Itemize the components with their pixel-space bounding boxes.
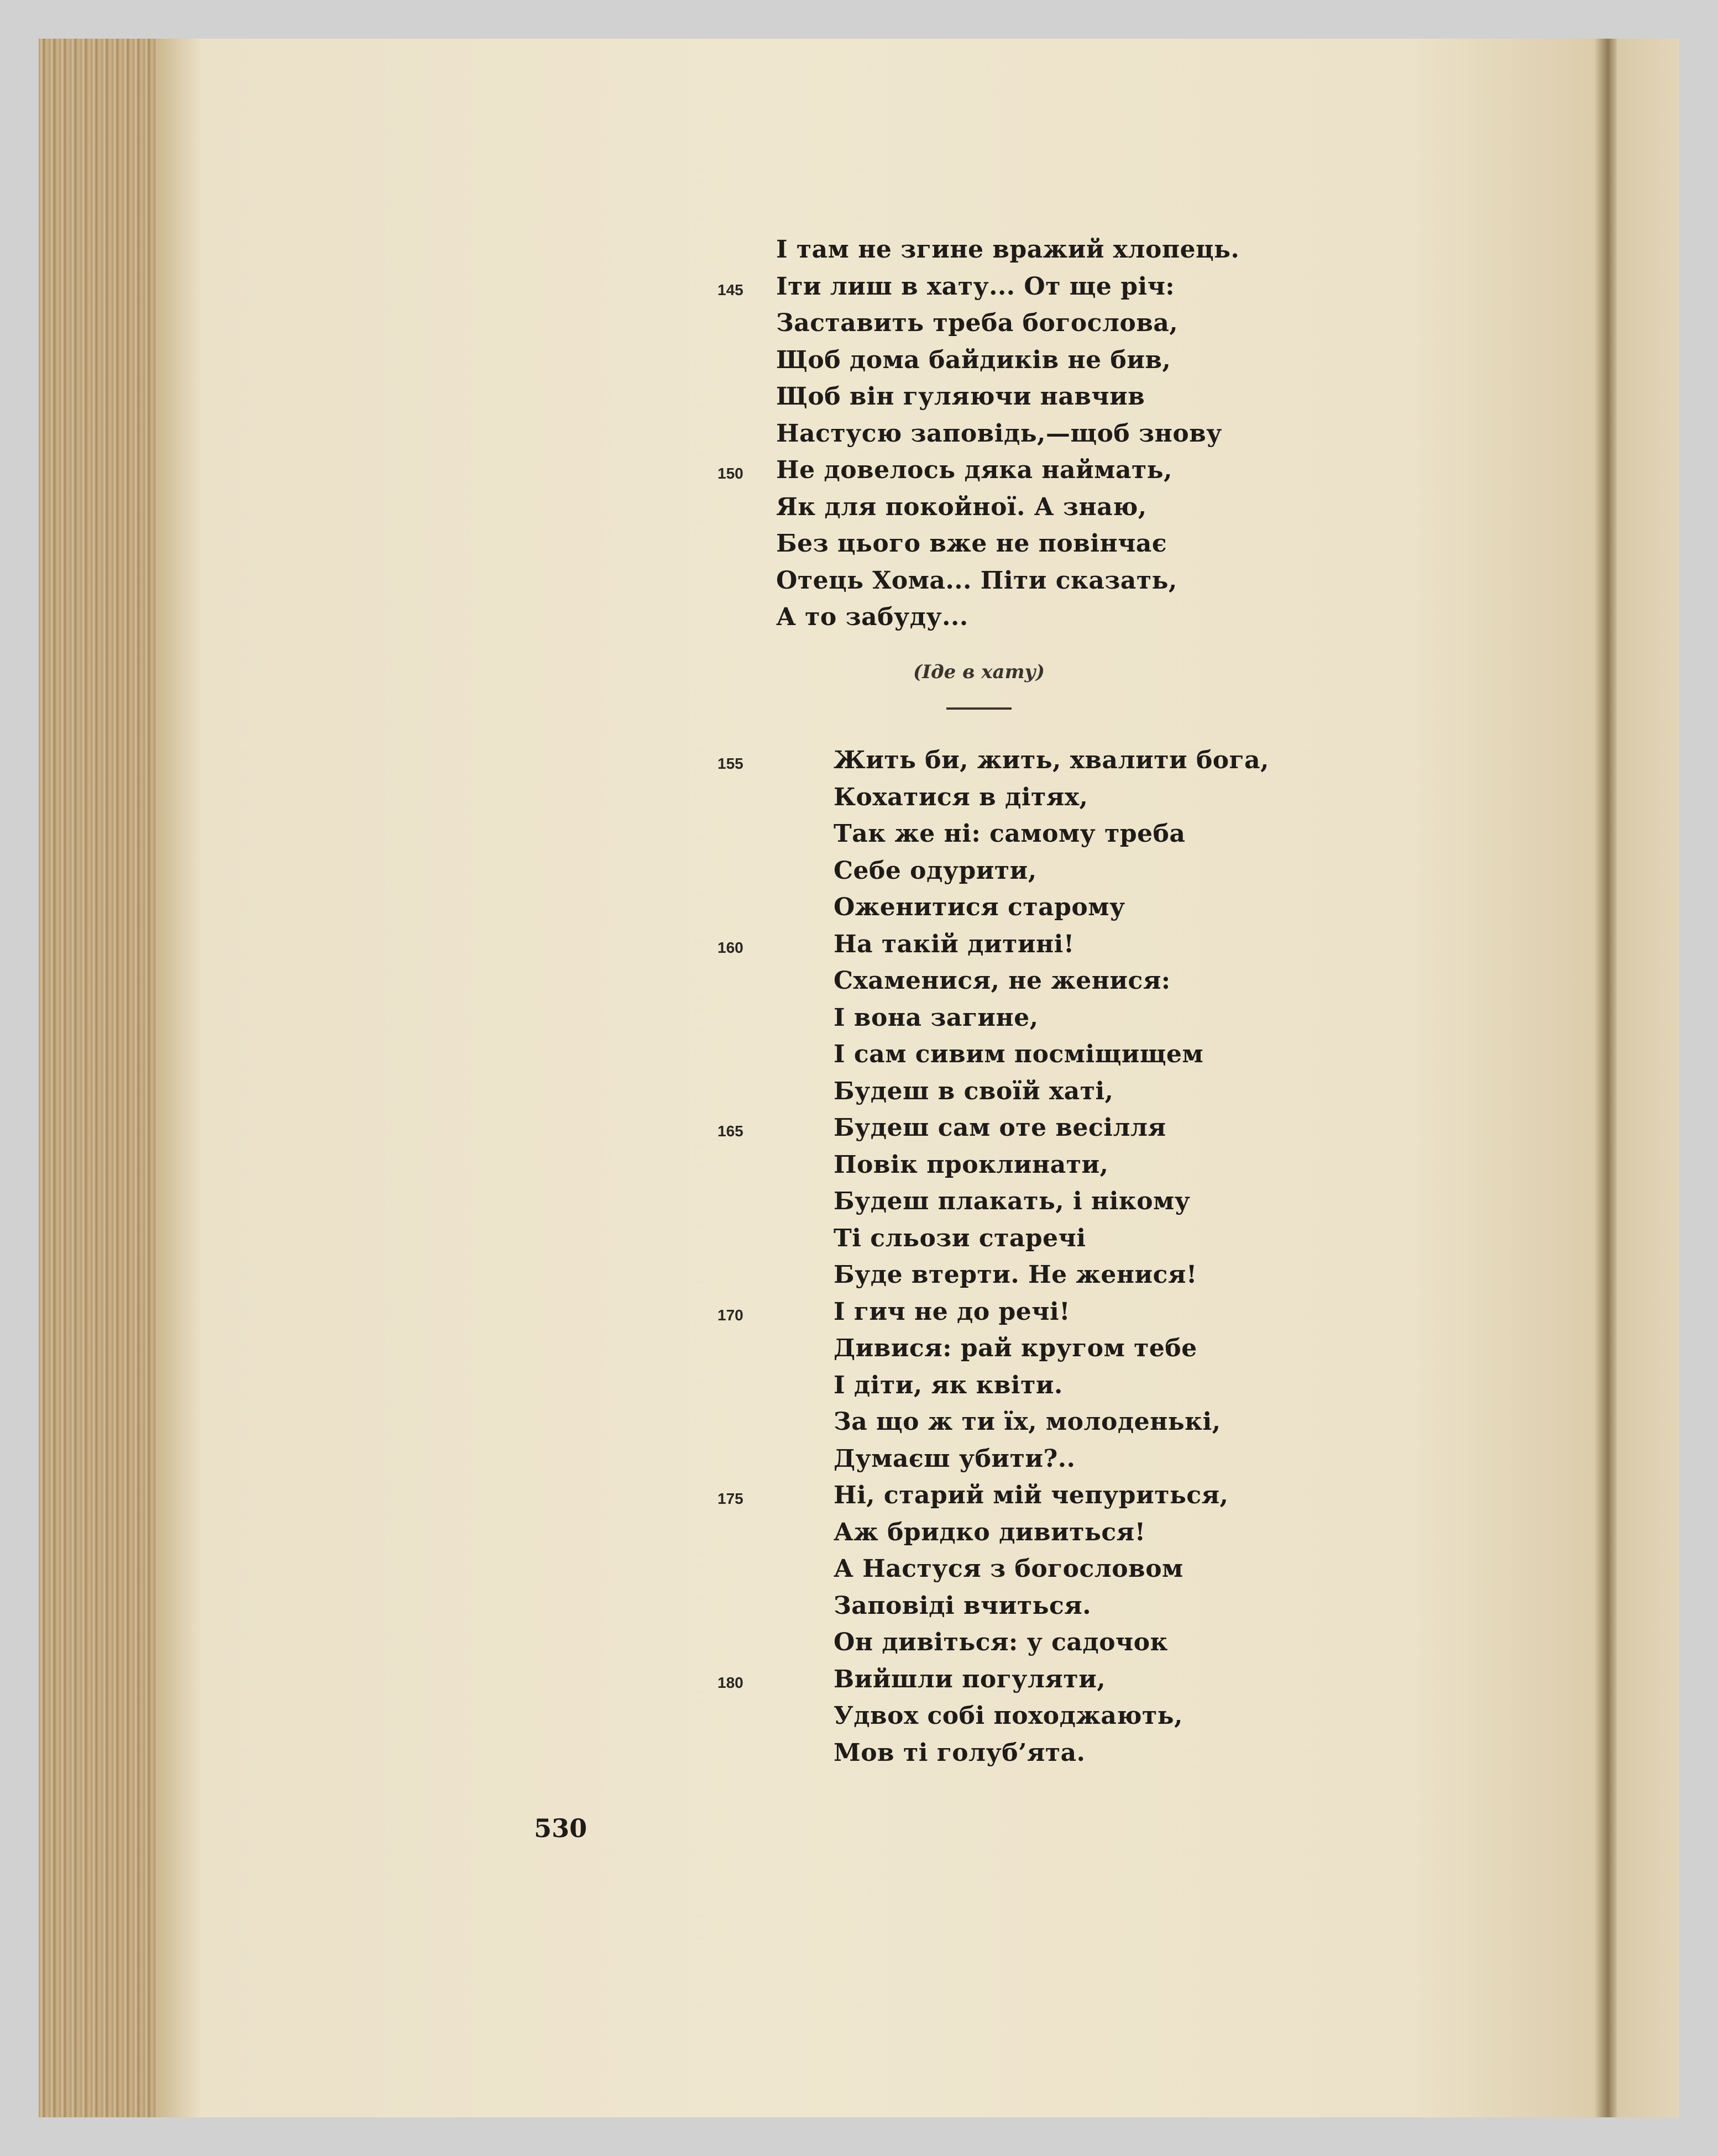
verse-line: Не довелось дяка наймать,: [776, 456, 1172, 484]
facing-page-edge: [1617, 39, 1679, 2117]
line-number: 165: [717, 1122, 743, 1140]
verse-line: Буде втерти. Не женися!: [834, 1261, 1197, 1289]
verse-line: А то забуду...: [776, 603, 968, 631]
verse-line: Отець Хома... Піти сказать,: [776, 566, 1177, 595]
verse-line: На такій дитині!: [834, 930, 1075, 958]
verse-line: А Настуся з богословом: [834, 1555, 1183, 1583]
verse-line: Он дивіться: у садочок: [834, 1628, 1168, 1656]
line-number: 150: [717, 465, 743, 482]
verse-line: І сам сивим посміщищем: [834, 1040, 1204, 1068]
line-number: 145: [717, 281, 743, 298]
verse-line: І вона загине,: [834, 1003, 1039, 1032]
verse-line: Будеш в своїй хаті,: [834, 1077, 1114, 1105]
verse-line: Щоб дома байдиків не бив,: [776, 345, 1171, 374]
verse-line: Заповіді вчиться.: [834, 1591, 1092, 1620]
verse-line: Вийшли погуляти,: [834, 1665, 1106, 1693]
page-edge-shadow: [158, 39, 202, 2117]
verse-line: Аж бридко дивиться!: [834, 1518, 1146, 1546]
verse-line: Заставить треба богослова,: [776, 309, 1178, 337]
verse-line: Думаєш убити?..: [834, 1444, 1076, 1473]
verse-line: Як для покойної. А знаю,: [776, 492, 1147, 521]
verse-line: Так же ні: самому треба: [834, 820, 1186, 848]
page-number: 530: [534, 1813, 588, 1843]
section-divider: [946, 707, 1012, 710]
verse-line: Кохатися в дітях,: [834, 783, 1088, 811]
line-number: 175: [717, 1490, 743, 1507]
verse-line: Настусю заповідь,—щоб знову: [776, 419, 1222, 448]
verse-line: Щоб він гуляючи навчив: [776, 382, 1145, 411]
verse-line: І діти, як квіти.: [834, 1371, 1063, 1399]
verse-line: Мов ті голуб’ята.: [834, 1738, 1086, 1767]
verse-line: Удвох собі походжають,: [834, 1702, 1183, 1730]
verse-line: Повік проклинати,: [834, 1150, 1109, 1179]
verse-line: За що ж ти їх, молоденькі,: [834, 1408, 1221, 1436]
line-number: 155: [717, 755, 743, 772]
verse-line: Будеш сам оте весілля: [834, 1114, 1166, 1142]
verse-line: Будеш плакать, і нікому: [834, 1187, 1191, 1215]
stage-direction: (Іде в хату): [913, 661, 1045, 683]
line-number: 170: [717, 1306, 743, 1324]
verse-line: Ні, старий мій чепуриться,: [834, 1481, 1229, 1509]
verse-line: Жить би, жить, хвалити бога,: [834, 746, 1269, 774]
verse-line: Оженитися старому: [834, 893, 1125, 921]
line-number: 160: [717, 938, 743, 956]
book-gutter: [1595, 39, 1617, 2117]
verse-line: Без цього вже не повінчає: [776, 529, 1167, 558]
verse-line: Схаменися, не женися:: [834, 967, 1171, 995]
page-stack-edge: [39, 39, 158, 2117]
verse-line: Ті сльози старечі: [834, 1224, 1086, 1252]
verse-line: Іти лиш в хату... От ще річ:: [776, 272, 1175, 301]
line-number: 180: [717, 1674, 743, 1691]
verse-line: Себе одурити,: [834, 856, 1037, 885]
verse-line: І гич не до речі!: [834, 1297, 1071, 1326]
verse-line: Дивися: рай кругом тебе: [834, 1334, 1197, 1362]
verse-line: І там не згине вражий хлопець.: [776, 235, 1240, 264]
